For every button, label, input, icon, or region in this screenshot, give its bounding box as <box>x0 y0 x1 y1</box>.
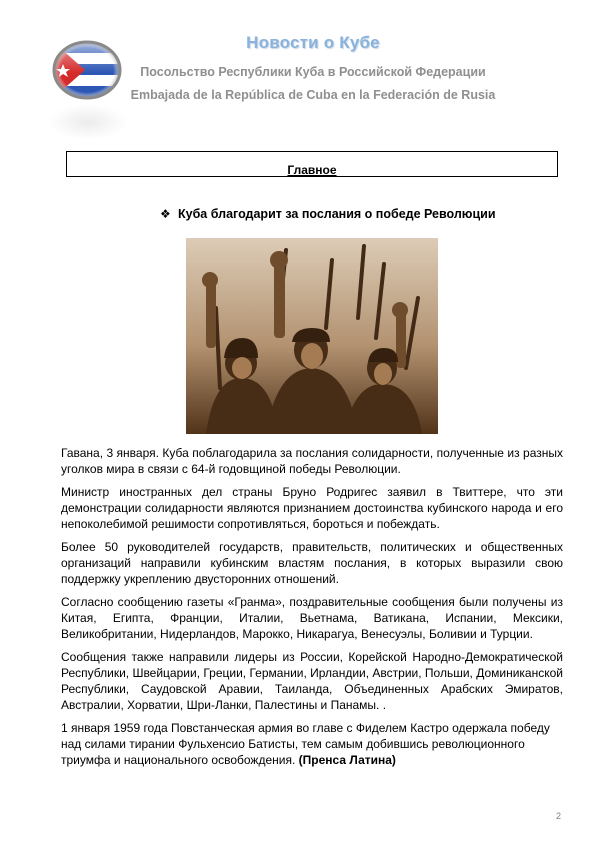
article-photo <box>186 238 438 434</box>
article-paragraph-text: 1 января 1959 года Повстанческая армия во главе с Фиделем Кастро одержала победу над силами тирании Фульхенсио Батисты, тем самым добившись революционного триумфа и национального освобождения. <box>61 721 550 767</box>
article-paragraph: Более 50 руководителей государств, правительств, политических и общественных организаций направили кубинским властям послания, в которых выразили свою поддержку укреплению двусторонних отношений. <box>61 540 563 586</box>
embassy-name-es: Embajada de la República de Cuba en la Federación de Rusia <box>130 88 496 102</box>
page-number: 2 <box>556 811 562 821</box>
article-paragraph: Согласно сообщению газеты «Гранма», поздравительные сообщения были получены из Китая, Египта, Франции, Италии, Вьетнама, Ватикана, Испании, Мексики, Великобритании, Нидерландов, Марокко, Никарагуа, Венесуэлы, Боливии и Турции. <box>61 595 563 641</box>
article-body <box>61 445 563 775</box>
headline-text: Куба благодарит за послания о победе Революции <box>178 207 496 221</box>
logo-reflection <box>48 104 128 140</box>
article-paragraph: Сообщения также направили лидеры из России, Корейской Народно-Демократической Республики, Швейцарии, Греции, Германии, Ирландии, Австрии, Польши, Доминиканской Республики, Саудовской Аравии, Таиланда, Объединенных Арабских Эмиратов, Австралии, Хорватии, Шри-Ланки, Палестины и Панамы. . <box>61 650 563 712</box>
article-paragraph: Министр иностранных дел страны Бруно Родригес заявил в Твиттере, что эти демонстрации солидарности являются признанием достоинства кубинского народа и его непоколебимой решимости сопротивляться, бороться и побеждать. <box>61 485 563 531</box>
article-headline <box>160 207 496 221</box>
section-label: Главное <box>287 163 337 177</box>
article-last-paragraph <box>61 720 563 768</box>
newsletter-title: Новости о Кубе <box>246 33 380 52</box>
section-header-box <box>66 151 558 177</box>
article-paragraph: Гавана, 3 января. Куба поблагодарила за послания солидарности, полученные из разных уголков мира в связи с 64-й годовщиной победы Революции. <box>61 446 563 476</box>
article-source: (Пренса Латина) <box>298 753 396 767</box>
embassy-name-ru: Посольство Республики Куба в Российской Федерации <box>140 65 486 79</box>
diamond-bullet-icon: ❖ <box>160 207 171 221</box>
